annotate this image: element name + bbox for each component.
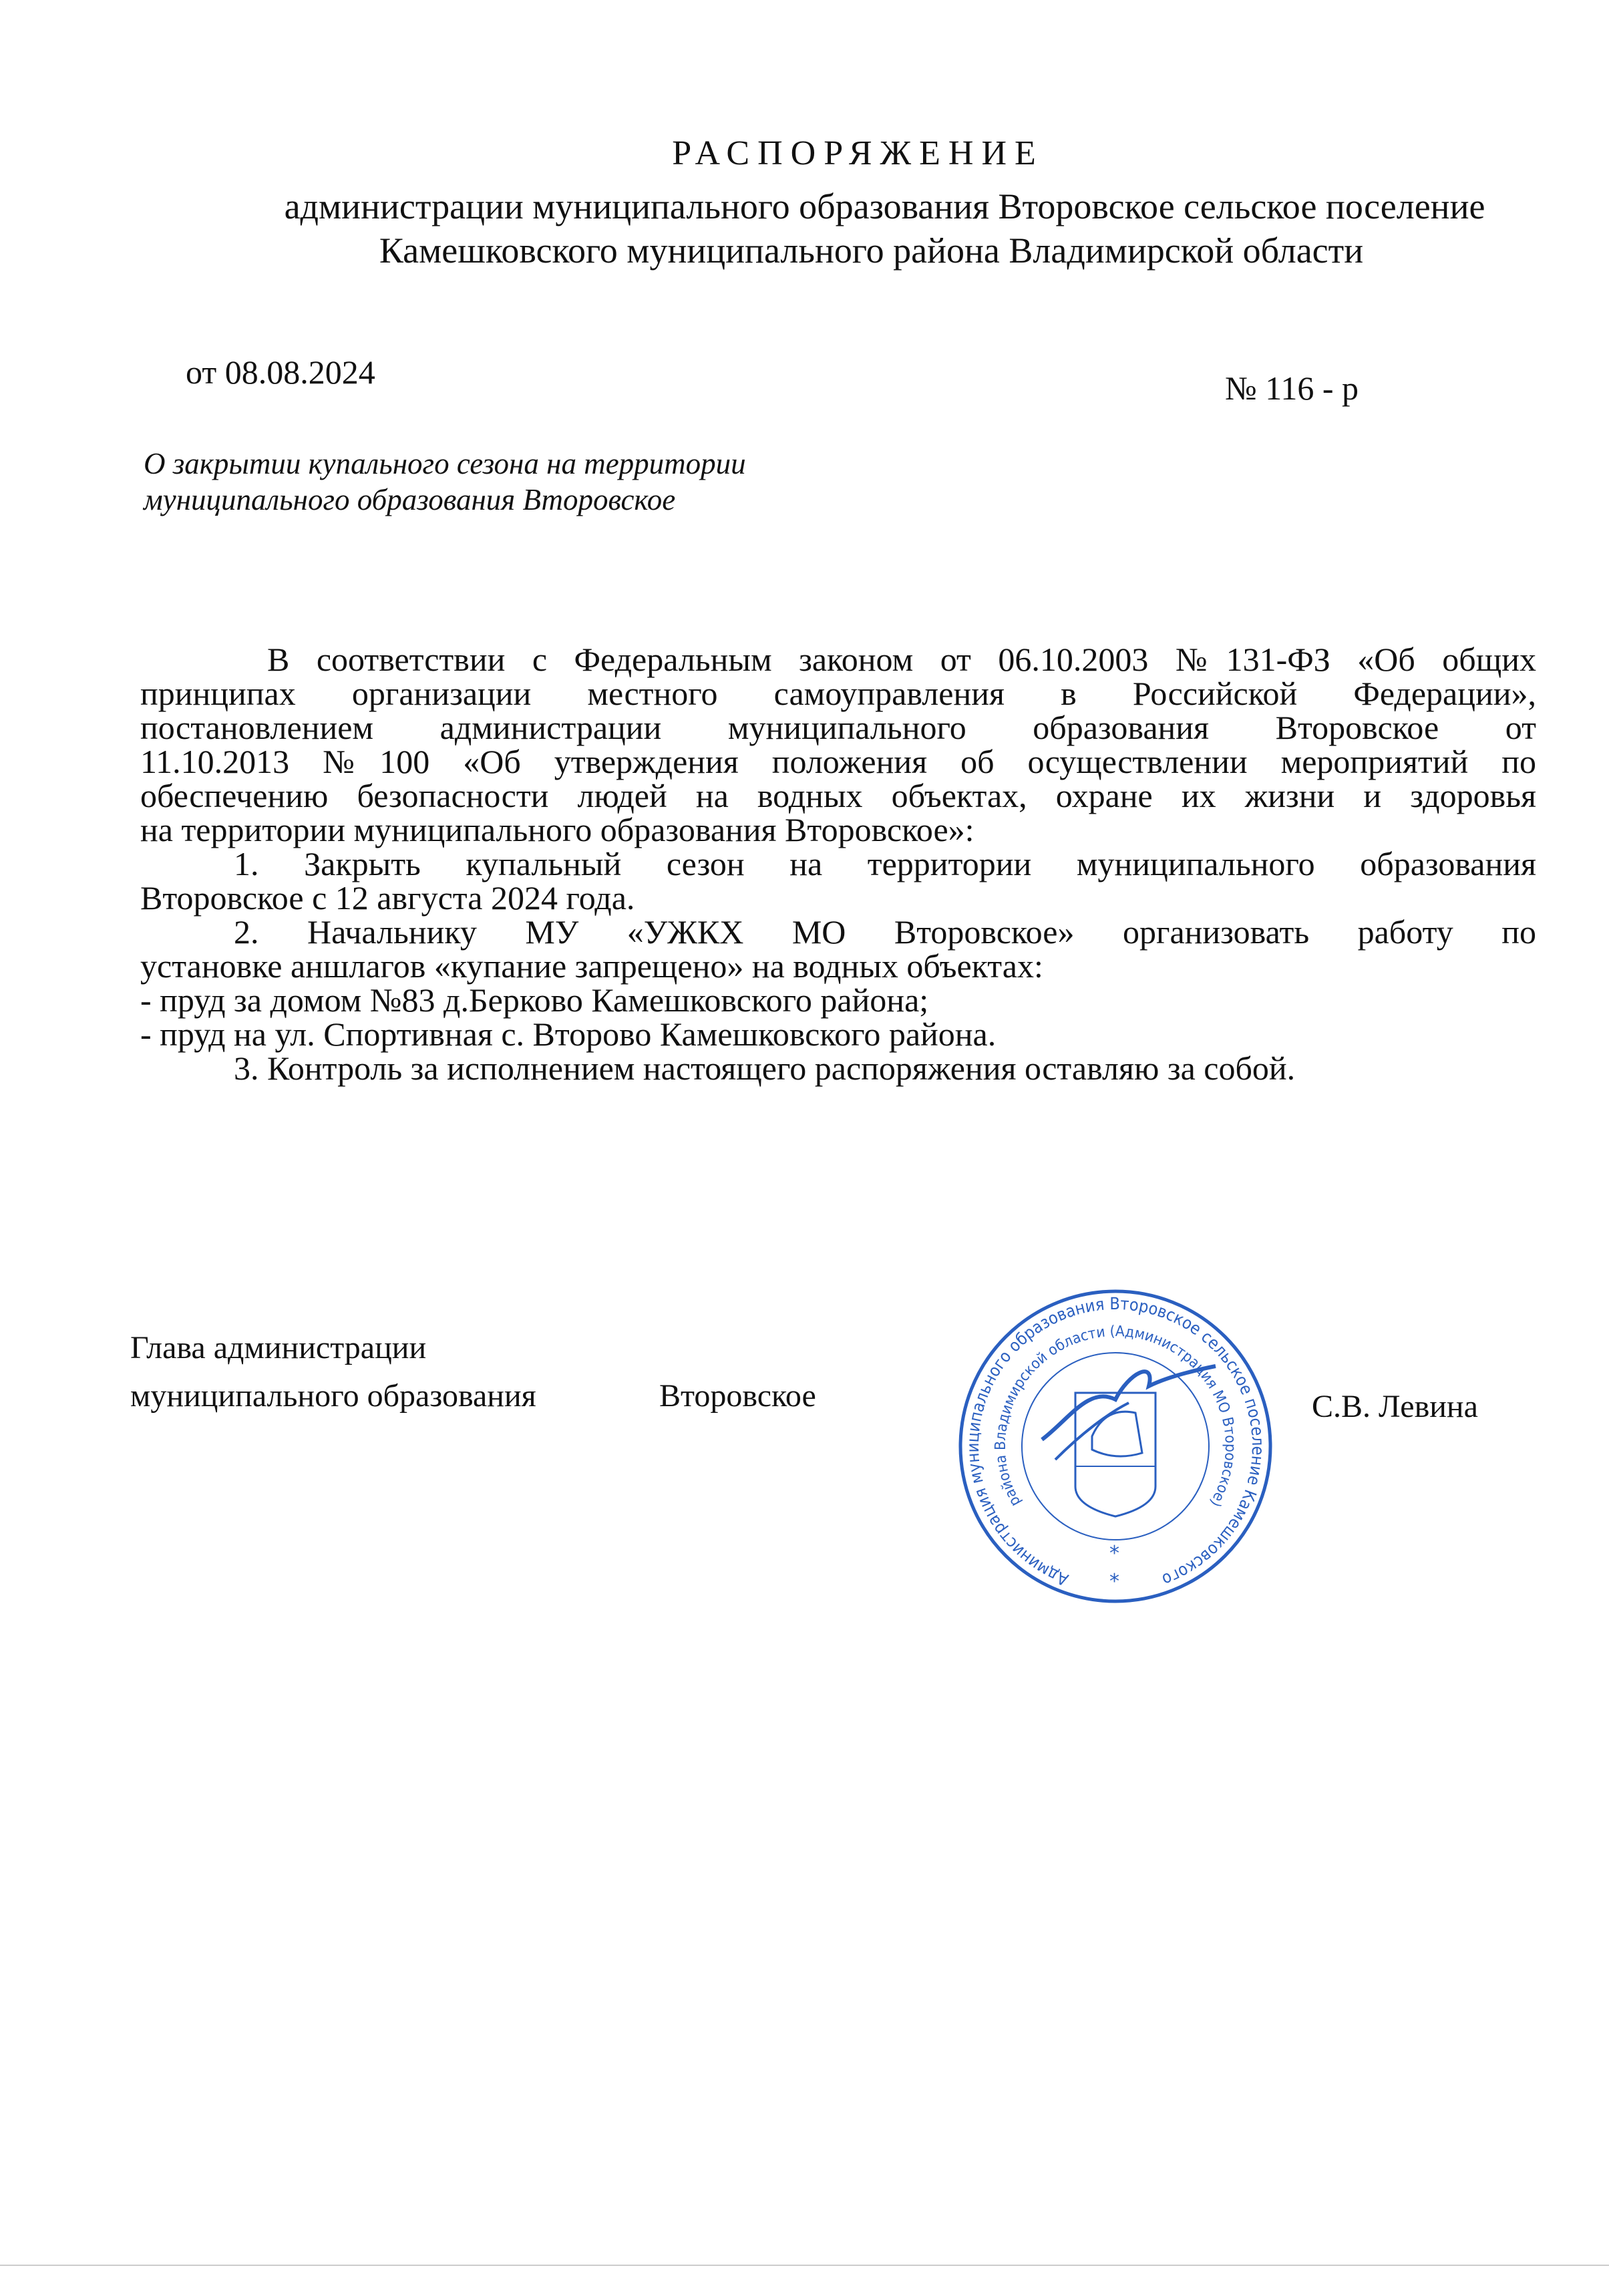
issuer-line-2: Камешковского муниципального района Владимирской области — [379, 230, 1364, 271]
body-line: 2. Начальнику МУ «УЖКХ МО Второвское» организовать работу по — [234, 913, 1536, 951]
body-line: 1. Закрыть купальный сезон на территории муниципального образования — [234, 845, 1536, 882]
subject-line-1: О закрытии купального сезона на территории — [144, 447, 746, 480]
body-line: 11.10.2013 №100 «Об утверждения положения об осуществлении мероприятий по — [140, 743, 1536, 780]
signatory-name: С.В. Левина — [1312, 1389, 1478, 1424]
signatory-position-1: Глава администрации — [130, 1330, 427, 1365]
subject-line-2: муниципального образования Второвское — [144, 483, 676, 516]
bell-icon — [1092, 1412, 1142, 1456]
body-line: принципах организации местного самоуправления в Российской Федерации», — [140, 675, 1536, 712]
body-line: В соответствии с Федеральным законом от 06.10.2003 №131-ФЗ «Об общих — [267, 641, 1536, 678]
body-line: на территории муниципального образования Второвское»: — [140, 811, 974, 848]
stamp-asterisk: * — [1109, 1570, 1119, 1593]
document-date: от 08.08.2024 — [186, 353, 375, 391]
official-stamp — [955, 1286, 1276, 1607]
body-line: - пруд на ул. Спортивная с. Второво Камешковского района. — [140, 1015, 997, 1053]
signatory-municipality: Второвское — [659, 1378, 816, 1414]
document-body — [140, 643, 1536, 1086]
document-number: № 116 - р — [1225, 369, 1359, 407]
stamp-inner-ring — [1022, 1353, 1209, 1540]
body-line: обеспечению безопасности людей на водных объектах, охране их жизни и здоровья — [140, 777, 1536, 814]
stamp-outer-text: Администрация муниципального образования Второвское сельское поселение Камешковского — [962, 1293, 1268, 1591]
body-line: Второвское с 12 августа 2024 года. — [140, 879, 635, 917]
stamp-asterisk: * — [1109, 1542, 1119, 1565]
body-line: постановлением администрации муниципального образования Второвское от — [140, 709, 1536, 746]
stamp-inner-text: района Владимирской области (Администрация МО Второвское) — [992, 1323, 1239, 1510]
issuer-line-1: администрации муниципального образования Второвское сельское поселение — [284, 186, 1485, 226]
signatory-position-2: муниципального образования — [130, 1378, 536, 1414]
body-line: 3. Контроль за исполнением настоящего распоряжения оставляю за собой. — [234, 1049, 1296, 1087]
body-line: установке аншлагов «купание запрещено» на водных объектах: — [140, 947, 1043, 985]
document-title: РАСПОРЯЖЕНИЕ — [672, 134, 1044, 172]
body-line: - пруд за домом №83 д.Берково Камешковского района; — [140, 981, 929, 1019]
scan-edge-line — [0, 2265, 1609, 2266]
